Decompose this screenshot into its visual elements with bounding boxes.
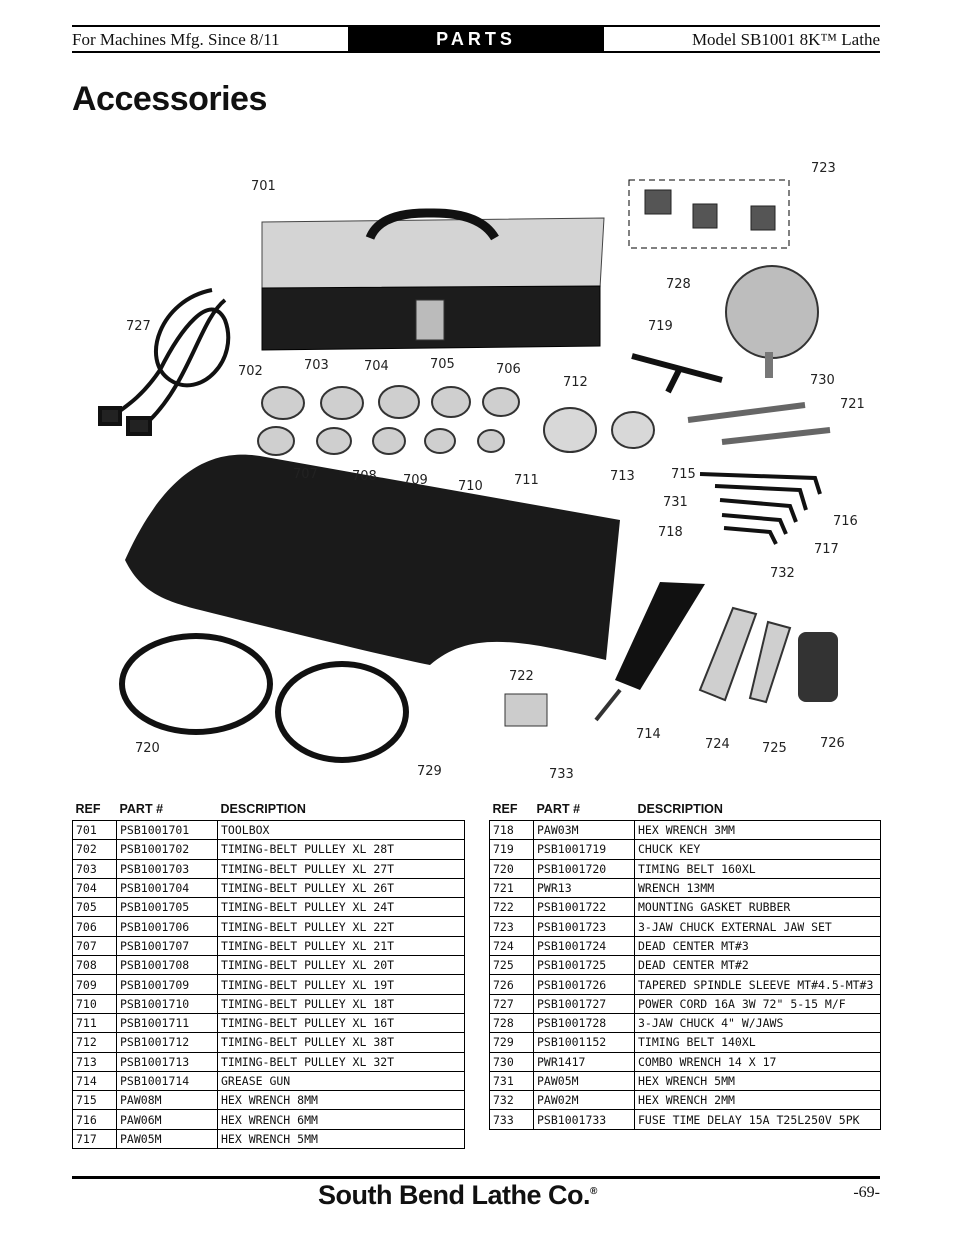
accessories-figure <box>0 140 954 790</box>
callout-725: 725 <box>762 741 787 756</box>
cell-ref: 706 <box>73 917 117 936</box>
callout-726: 726 <box>820 736 845 751</box>
cell-description: HEX WRENCH 6MM <box>218 1110 465 1129</box>
cell-description: WRENCH 13MM <box>635 878 881 897</box>
cell-description: DEAD CENTER MT#2 <box>635 956 881 975</box>
callout-708: 708 <box>352 469 377 484</box>
cell-ref: 701 <box>73 821 117 840</box>
cell-part-number: PAW06M <box>117 1110 218 1129</box>
cell-ref: 702 <box>73 840 117 859</box>
cell-description: TAPERED SPINDLE SLEEVE MT#4.5-MT#3 <box>635 975 881 994</box>
cell-part-number: PSB1001709 <box>117 975 218 994</box>
table-row <box>73 898 465 917</box>
cell-part-number: PSB1001704 <box>117 878 218 897</box>
table-row <box>490 859 881 878</box>
table-row <box>490 1091 881 1110</box>
table-row <box>73 956 465 975</box>
cell-part-number: PAW08M <box>117 1091 218 1110</box>
cell-ref: 716 <box>73 1110 117 1129</box>
cell-part-number: PAW05M <box>117 1129 218 1148</box>
table-row <box>490 1033 881 1052</box>
cell-description: FUSE TIME DELAY 15A T25L250V 5PK <box>635 1110 881 1129</box>
cell-part-number: PSB1001713 <box>117 1052 218 1071</box>
cell-ref: 729 <box>490 1033 534 1052</box>
cell-part-number: PSB1001711 <box>117 1013 218 1032</box>
cell-description: HEX WRENCH 5MM <box>635 1071 881 1090</box>
callout-715: 715 <box>671 467 696 482</box>
page-title: Accessories <box>72 80 267 118</box>
callout-707: 707 <box>293 467 318 482</box>
table-row <box>490 994 881 1013</box>
cell-description: TIMING-BELT PULLEY XL 38T <box>218 1033 465 1052</box>
grease-gun-illustration <box>596 582 705 720</box>
cell-description: COMBO WRENCH 14 X 17 <box>635 1052 881 1071</box>
cell-ref: 733 <box>490 1110 534 1129</box>
cell-ref: 709 <box>73 975 117 994</box>
cell-part-number: PSB1001719 <box>534 840 635 859</box>
table-row <box>490 821 881 840</box>
callout-714: 714 <box>636 727 661 742</box>
callout-702: 702 <box>238 364 263 379</box>
cell-part-number: PSB1001710 <box>117 994 218 1013</box>
table-header-row <box>73 800 465 821</box>
cell-description: TIMING-BELT PULLEY XL 16T <box>218 1013 465 1032</box>
cell-description: TIMING-BELT PULLEY XL 21T <box>218 936 465 955</box>
parts-table-right <box>489 800 881 1130</box>
table-row <box>73 936 465 955</box>
pulleys-bottom-row <box>258 427 504 455</box>
callout-711: 711 <box>514 473 539 488</box>
cell-description: GREASE GUN <box>218 1071 465 1090</box>
table-row <box>490 878 881 897</box>
cell-part-number: PSB1001703 <box>117 859 218 878</box>
chuck-key-illustration <box>632 356 722 392</box>
cell-part-number: PSB1001726 <box>534 975 635 994</box>
cell-part-number: PWR13 <box>534 878 635 897</box>
cell-ref: 727 <box>490 994 534 1013</box>
callout-733: 733 <box>549 767 574 782</box>
table-row <box>73 840 465 859</box>
header-section: PARTS <box>348 27 604 51</box>
header-model: Model SB1001 8K™ Lathe <box>691 30 880 49</box>
callout-710: 710 <box>458 479 483 494</box>
cell-ref: 713 <box>73 1052 117 1071</box>
hex-wrenches-illustration <box>700 474 820 544</box>
cell-description: HEX WRENCH 5MM <box>218 1129 465 1148</box>
brand-logo <box>318 1180 597 1211</box>
table-row <box>490 936 881 955</box>
cell-ref: 730 <box>490 1052 534 1071</box>
cell-ref: 703 <box>73 859 117 878</box>
cell-ref: 725 <box>490 956 534 975</box>
page-number: -69- <box>853 1184 880 1201</box>
callout-718: 718 <box>658 525 683 540</box>
cell-description: TIMING-BELT PULLEY XL 22T <box>218 917 465 936</box>
callout-723: 723 <box>811 161 836 176</box>
table-row <box>73 975 465 994</box>
table-row <box>73 1110 465 1129</box>
table-row <box>490 917 881 936</box>
cell-ref: 710 <box>73 994 117 1013</box>
cell-description: TIMING BELT 140XL <box>635 1033 881 1052</box>
cell-ref: 720 <box>490 859 534 878</box>
callout-701: 701 <box>251 179 276 194</box>
toolbox-illustration <box>262 213 604 350</box>
cell-description: TIMING-BELT PULLEY XL 32T <box>218 1052 465 1071</box>
jaw-set-illustration <box>645 190 775 230</box>
pulleys-top-row <box>262 386 519 419</box>
table-row <box>73 821 465 840</box>
spindle-sleeve-illustration <box>798 632 838 702</box>
chuck-illustration <box>726 266 818 378</box>
callout-728: 728 <box>666 277 691 292</box>
cell-description: 3-JAW CHUCK EXTERNAL JAW SET <box>635 917 881 936</box>
cell-description: TIMING-BELT PULLEY XL 18T <box>218 994 465 1013</box>
table-row <box>73 1071 465 1090</box>
cell-part-number: PAW02M <box>534 1091 635 1110</box>
cell-part-number: PWR1417 <box>534 1052 635 1071</box>
timing-belt-160xl <box>122 636 270 732</box>
cell-ref: 722 <box>490 898 534 917</box>
table-row <box>73 1013 465 1032</box>
cell-ref: 714 <box>73 1071 117 1090</box>
cell-description: HEX WRENCH 2MM <box>635 1091 881 1110</box>
brand-name: South Bend Lathe Co. <box>318 1180 590 1210</box>
cell-ref: 724 <box>490 936 534 955</box>
table-row <box>73 917 465 936</box>
callout-713: 713 <box>610 469 635 484</box>
page-header <box>72 25 880 53</box>
callout-721: 721 <box>840 397 865 412</box>
cell-description: 3-JAW CHUCK 4" W/JAWS <box>635 1013 881 1032</box>
callout-732: 732 <box>770 566 795 581</box>
power-cord-illustration <box>100 290 228 434</box>
table-row <box>73 859 465 878</box>
dead-centers-illustration <box>700 608 790 702</box>
timing-belt-140xl <box>278 664 406 760</box>
cell-part-number: PSB1001723 <box>534 917 635 936</box>
cell-ref: 704 <box>73 878 117 897</box>
cell-part-number: PSB1001702 <box>117 840 218 859</box>
callout-722: 722 <box>509 669 534 684</box>
table-row <box>73 1091 465 1110</box>
table-header-row <box>490 800 881 821</box>
footer-rule <box>72 1176 880 1179</box>
cell-part-number: PSB1001727 <box>534 994 635 1013</box>
table-row <box>490 898 881 917</box>
col-part: PART # <box>536 802 581 816</box>
cell-part-number: PSB1001728 <box>534 1013 635 1032</box>
cell-ref: 731 <box>490 1071 534 1090</box>
cell-ref: 728 <box>490 1013 534 1032</box>
cell-ref: 719 <box>490 840 534 859</box>
cell-description: TIMING-BELT PULLEY XL 24T <box>218 898 465 917</box>
table-row <box>73 878 465 897</box>
cell-description: TIMING-BELT PULLEY XL 20T <box>218 956 465 975</box>
cell-part-number: PSB1001714 <box>117 1071 218 1090</box>
callout-731: 731 <box>663 495 688 510</box>
callout-709: 709 <box>403 473 428 488</box>
table-row <box>490 975 881 994</box>
cell-description: HEX WRENCH 8MM <box>218 1091 465 1110</box>
callout-727: 727 <box>126 319 151 334</box>
table-row <box>490 956 881 975</box>
callout-729: 729 <box>417 764 442 779</box>
cell-ref: 717 <box>73 1129 117 1148</box>
table-row <box>490 840 881 859</box>
cell-ref: 711 <box>73 1013 117 1032</box>
cell-description: POWER CORD 16A 3W 72" 5-15 M/F <box>635 994 881 1013</box>
table-row <box>73 1033 465 1052</box>
cell-ref: 721 <box>490 878 534 897</box>
cell-part-number: PAW05M <box>534 1071 635 1090</box>
cell-description: DEAD CENTER MT#3 <box>635 936 881 955</box>
cell-ref: 732 <box>490 1091 534 1110</box>
callout-704: 704 <box>364 359 389 374</box>
callout-730: 730 <box>810 373 835 388</box>
callout-724: 724 <box>705 737 730 752</box>
cell-description: TIMING-BELT PULLEY XL 28T <box>218 840 465 859</box>
col-ref: REF <box>492 802 518 816</box>
cell-ref: 712 <box>73 1033 117 1052</box>
cell-ref: 718 <box>490 821 534 840</box>
cell-description: TIMING-BELT PULLEY XL 27T <box>218 859 465 878</box>
callout-719: 719 <box>648 319 673 334</box>
cell-description: TIMING-BELT PULLEY XL 26T <box>218 878 465 897</box>
callout-706: 706 <box>496 362 521 377</box>
cell-ref: 726 <box>490 975 534 994</box>
cell-part-number: PSB1001725 <box>534 956 635 975</box>
col-description: DESCRIPTION <box>220 802 306 816</box>
cell-ref: 708 <box>73 956 117 975</box>
large-gears <box>544 408 654 452</box>
col-part: PART # <box>119 802 164 816</box>
cell-part-number: PSB1001724 <box>534 936 635 955</box>
brand-registered-mark: ® <box>589 1186 597 1197</box>
cell-part-number: PSB1001733 <box>534 1110 635 1129</box>
table-row <box>73 1052 465 1071</box>
cell-part-number: PSB1001707 <box>117 936 218 955</box>
callout-717: 717 <box>814 542 839 557</box>
fuse-box-illustration <box>505 694 547 726</box>
cell-description: TIMING-BELT PULLEY XL 19T <box>218 975 465 994</box>
cell-part-number: PSB1001152 <box>534 1033 635 1052</box>
callout-716: 716 <box>833 514 858 529</box>
parts-table-left <box>72 800 465 1149</box>
cell-ref: 707 <box>73 936 117 955</box>
callout-712: 712 <box>563 375 588 390</box>
cell-description: TOOLBOX <box>218 821 465 840</box>
col-description: DESCRIPTION <box>637 802 723 816</box>
cell-ref: 715 <box>73 1091 117 1110</box>
cell-description: MOUNTING GASKET RUBBER <box>635 898 881 917</box>
table-row <box>73 1129 465 1148</box>
table-row <box>490 1013 881 1032</box>
table-row <box>490 1071 881 1090</box>
wrenches-illustration <box>688 405 830 442</box>
callout-705: 705 <box>430 357 455 372</box>
cell-part-number: PSB1001712 <box>117 1033 218 1052</box>
header-machine-date: For Machines Mfg. Since 8/11 <box>72 30 280 49</box>
callout-703: 703 <box>304 358 329 373</box>
cell-part-number: PSB1001708 <box>117 956 218 975</box>
col-ref: REF <box>75 802 101 816</box>
cell-part-number: PAW03M <box>534 821 635 840</box>
cell-ref: 723 <box>490 917 534 936</box>
cell-description: TIMING BELT 160XL <box>635 859 881 878</box>
cell-part-number: PSB1001720 <box>534 859 635 878</box>
cell-part-number: PSB1001701 <box>117 821 218 840</box>
cell-part-number: PSB1001722 <box>534 898 635 917</box>
table-row <box>490 1052 881 1071</box>
callout-720: 720 <box>135 741 160 756</box>
cell-part-number: PSB1001705 <box>117 898 218 917</box>
table-row <box>490 1110 881 1129</box>
cell-part-number: PSB1001706 <box>117 917 218 936</box>
cell-description: HEX WRENCH 3MM <box>635 821 881 840</box>
cell-description: CHUCK KEY <box>635 840 881 859</box>
cell-ref: 705 <box>73 898 117 917</box>
table-row <box>73 994 465 1013</box>
